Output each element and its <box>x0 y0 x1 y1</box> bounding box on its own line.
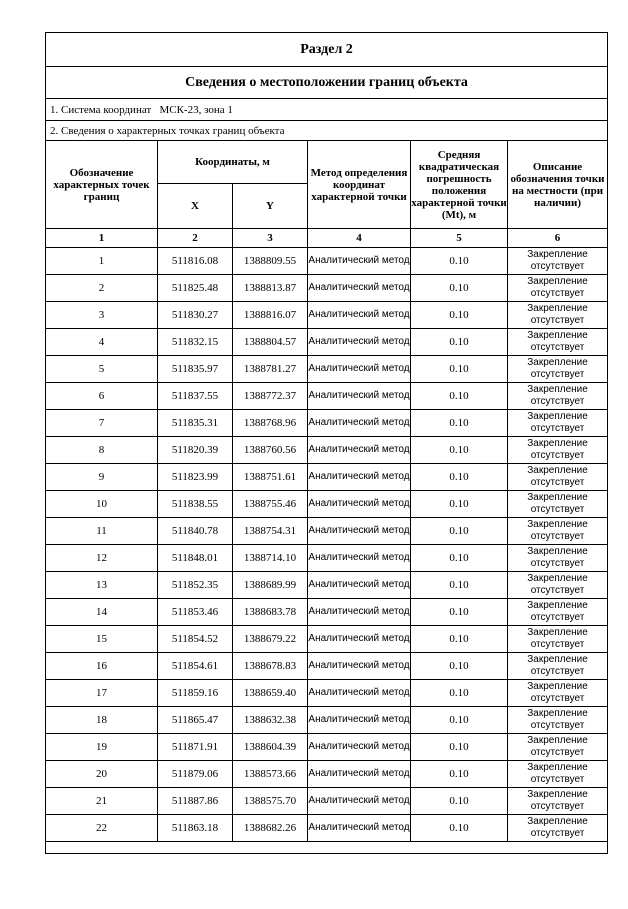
coord-x-cell: 511859.16 <box>158 680 233 707</box>
point-number-cell: 7 <box>46 410 158 437</box>
table-row <box>46 572 608 599</box>
method-cell: Аналитический метод <box>308 815 411 842</box>
method-cell: Аналитический метод <box>308 572 411 599</box>
coord-y-cell: 1388682.26 <box>233 815 308 842</box>
table-row <box>46 518 608 545</box>
description-cell: Закрепление отсутствует <box>508 734 608 761</box>
method-cell: Аналитический метод <box>308 437 411 464</box>
coord-x-cell: 511840.78 <box>158 518 233 545</box>
table-row <box>46 491 608 518</box>
method-cell: Аналитический метод <box>308 356 411 383</box>
point-number-cell: 19 <box>46 734 158 761</box>
mt-error-cell: 0.10 <box>411 572 508 599</box>
coord-x-cell: 511854.61 <box>158 653 233 680</box>
description-cell: Закрепление отсутствует <box>508 302 608 329</box>
coord-system-line: 1. Система координат МСК-23, зона 1 <box>46 99 608 121</box>
mt-error-cell: 0.10 <box>411 329 508 356</box>
boundary-table <box>45 32 608 854</box>
point-number-cell: 18 <box>46 707 158 734</box>
header-x: X <box>158 184 233 229</box>
method-cell: Аналитический метод <box>308 599 411 626</box>
coord-x-cell: 511871.91 <box>158 734 233 761</box>
method-cell: Аналитический метод <box>308 626 411 653</box>
description-cell: Закрепление отсутствует <box>508 437 608 464</box>
description-cell: Закрепление отсутствует <box>508 491 608 518</box>
mt-error-cell: 0.10 <box>411 653 508 680</box>
table-row <box>46 275 608 302</box>
method-cell: Аналитический метод <box>308 518 411 545</box>
point-number-cell: 20 <box>46 761 158 788</box>
coord-y-cell: 1388751.61 <box>233 464 308 491</box>
point-number-cell: 10 <box>46 491 158 518</box>
description-cell: Закрепление отсутствует <box>508 815 608 842</box>
mt-error-cell: 0.10 <box>411 518 508 545</box>
column-number: 4 <box>308 229 411 248</box>
column-number: 5 <box>411 229 508 248</box>
coord-y-cell: 1388813.87 <box>233 275 308 302</box>
point-number-cell: 22 <box>46 815 158 842</box>
coord-x-cell: 511863.18 <box>158 815 233 842</box>
mt-error-cell: 0.10 <box>411 464 508 491</box>
description-cell: Закрепление отсутствует <box>508 383 608 410</box>
coord-y-cell: 1388781.27 <box>233 356 308 383</box>
description-cell: Закрепление отсутствует <box>508 599 608 626</box>
table-row <box>46 680 608 707</box>
mt-error-cell: 0.10 <box>411 761 508 788</box>
table-row <box>46 815 608 842</box>
description-cell: Закрепление отсутствует <box>508 464 608 491</box>
column-number-row <box>46 229 608 248</box>
point-number-cell: 21 <box>46 788 158 815</box>
description-cell: Закрепление отсутствует <box>508 248 608 275</box>
point-number-cell: 14 <box>46 599 158 626</box>
point-number-cell: 12 <box>46 545 158 572</box>
coord-y-cell: 1388714.10 <box>233 545 308 572</box>
mt-error-cell: 0.10 <box>411 815 508 842</box>
column-number: 6 <box>508 229 608 248</box>
method-cell: Аналитический метод <box>308 248 411 275</box>
mt-error-cell: 0.10 <box>411 248 508 275</box>
mt-error-cell: 0.10 <box>411 437 508 464</box>
description-cell: Закрепление отсутствует <box>508 275 608 302</box>
mt-error-cell: 0.10 <box>411 275 508 302</box>
table-row <box>46 707 608 734</box>
coord-y-cell: 1388575.70 <box>233 788 308 815</box>
mt-error-cell: 0.10 <box>411 788 508 815</box>
method-cell: Аналитический метод <box>308 680 411 707</box>
description-cell: Закрепление отсутствует <box>508 761 608 788</box>
table-row <box>46 653 608 680</box>
point-number-cell: 17 <box>46 680 158 707</box>
description-cell: Закрепление отсутствует <box>508 626 608 653</box>
coord-x-cell: 511837.55 <box>158 383 233 410</box>
point-number-cell: 1 <box>46 248 158 275</box>
coord-x-cell: 511887.86 <box>158 788 233 815</box>
mt-error-cell: 0.10 <box>411 599 508 626</box>
mt-error-cell: 0.10 <box>411 410 508 437</box>
method-cell: Аналитический метод <box>308 329 411 356</box>
description-cell: Закрепление отсутствует <box>508 329 608 356</box>
method-cell: Аналитический метод <box>308 275 411 302</box>
coord-x-cell: 511823.99 <box>158 464 233 491</box>
coord-x-cell: 511853.46 <box>158 599 233 626</box>
points-info-line: 2. Сведения о характерных точках границ объекта <box>46 121 608 141</box>
coord-x-cell: 511835.31 <box>158 410 233 437</box>
column-number: 1 <box>46 229 158 248</box>
method-cell: Аналитический метод <box>308 545 411 572</box>
header-coords: Координаты, м <box>158 141 308 184</box>
table-row <box>46 761 608 788</box>
coord-x-cell: 511832.15 <box>158 329 233 356</box>
mt-error-cell: 0.10 <box>411 545 508 572</box>
point-number-cell: 8 <box>46 437 158 464</box>
mt-error-cell: 0.10 <box>411 680 508 707</box>
method-cell: Аналитический метод <box>308 464 411 491</box>
point-number-cell: 11 <box>46 518 158 545</box>
method-cell: Аналитический метод <box>308 788 411 815</box>
coord-y-cell: 1388683.78 <box>233 599 308 626</box>
description-cell: Закрепление отсутствует <box>508 707 608 734</box>
coord-y-cell: 1388604.39 <box>233 734 308 761</box>
point-number-cell: 6 <box>46 383 158 410</box>
coord-y-cell: 1388772.37 <box>233 383 308 410</box>
point-number-cell: 15 <box>46 626 158 653</box>
table-footer <box>46 842 608 854</box>
point-number-cell: 4 <box>46 329 158 356</box>
table-row <box>46 329 608 356</box>
method-cell: Аналитический метод <box>308 653 411 680</box>
mt-error-cell: 0.10 <box>411 707 508 734</box>
table-row <box>46 383 608 410</box>
table-row <box>46 302 608 329</box>
column-number: 2 <box>158 229 233 248</box>
coord-y-cell: 1388659.40 <box>233 680 308 707</box>
coord-y-cell: 1388679.22 <box>233 626 308 653</box>
description-cell: Закрепление отсутствует <box>508 653 608 680</box>
point-number-cell: 13 <box>46 572 158 599</box>
column-number: 3 <box>233 229 308 248</box>
point-number-cell: 9 <box>46 464 158 491</box>
document-page <box>45 32 607 854</box>
description-cell: Закрепление отсутствует <box>508 518 608 545</box>
description-cell: Закрепление отсутствует <box>508 788 608 815</box>
mt-error-cell: 0.10 <box>411 302 508 329</box>
coord-x-cell: 511848.01 <box>158 545 233 572</box>
header-y: Y <box>233 184 308 229</box>
method-cell: Аналитический метод <box>308 302 411 329</box>
method-cell: Аналитический метод <box>308 410 411 437</box>
coord-y-cell: 1388804.57 <box>233 329 308 356</box>
coord-y-cell: 1388754.31 <box>233 518 308 545</box>
coord-y-cell: 1388768.96 <box>233 410 308 437</box>
coord-x-cell: 511852.35 <box>158 572 233 599</box>
table-footer-row <box>46 842 608 854</box>
method-cell: Аналитический метод <box>308 491 411 518</box>
coord-y-cell: 1388755.46 <box>233 491 308 518</box>
header-method: Метод определения координат характерной точки <box>308 141 411 229</box>
coord-x-cell: 511816.08 <box>158 248 233 275</box>
description-cell: Закрепление отсутствует <box>508 356 608 383</box>
table-row <box>46 626 608 653</box>
method-cell: Аналитический метод <box>308 707 411 734</box>
coord-y-cell: 1388632.38 <box>233 707 308 734</box>
header-point: Обозначение характерных точек границ <box>46 141 158 229</box>
section-subtitle: Сведения о местоположении границ объекта <box>46 67 608 99</box>
point-number-cell: 2 <box>46 275 158 302</box>
table-row <box>46 410 608 437</box>
coord-x-cell: 511825.48 <box>158 275 233 302</box>
coord-y-cell: 1388816.07 <box>233 302 308 329</box>
mt-error-cell: 0.10 <box>411 491 508 518</box>
section-title: Раздел 2 <box>46 33 608 67</box>
method-cell: Аналитический метод <box>308 761 411 788</box>
coord-x-cell: 511838.55 <box>158 491 233 518</box>
table-row <box>46 248 608 275</box>
mt-error-cell: 0.10 <box>411 383 508 410</box>
coord-y-cell: 1388809.55 <box>233 248 308 275</box>
table-row <box>46 734 608 761</box>
coord-x-cell: 511879.06 <box>158 761 233 788</box>
coord-x-cell: 511835.97 <box>158 356 233 383</box>
coord-y-cell: 1388760.56 <box>233 437 308 464</box>
mt-error-cell: 0.10 <box>411 626 508 653</box>
coord-y-cell: 1388573.66 <box>233 761 308 788</box>
coord-x-cell: 511820.39 <box>158 437 233 464</box>
mt-error-cell: 0.10 <box>411 734 508 761</box>
coord-x-cell: 511865.47 <box>158 707 233 734</box>
table-row <box>46 599 608 626</box>
coord-y-cell: 1388689.99 <box>233 572 308 599</box>
header-error: Средняя квадратическая погрешность положения характерной точки (Mt), м <box>411 141 508 229</box>
method-cell: Аналитический метод <box>308 383 411 410</box>
coord-x-cell: 511830.27 <box>158 302 233 329</box>
coord-x-cell: 511854.52 <box>158 626 233 653</box>
method-cell: Аналитический метод <box>308 734 411 761</box>
coord-y-cell: 1388678.83 <box>233 653 308 680</box>
description-cell: Закрепление отсутствует <box>508 680 608 707</box>
point-number-cell: 5 <box>46 356 158 383</box>
description-cell: Закрепление отсутствует <box>508 572 608 599</box>
table-row <box>46 545 608 572</box>
table-row <box>46 437 608 464</box>
table-row <box>46 464 608 491</box>
description-cell: Закрепление отсутствует <box>508 545 608 572</box>
table-row <box>46 356 608 383</box>
mt-error-cell: 0.10 <box>411 356 508 383</box>
table-row <box>46 788 608 815</box>
point-number-cell: 3 <box>46 302 158 329</box>
point-number-cell: 16 <box>46 653 158 680</box>
description-cell: Закрепление отсутствует <box>508 410 608 437</box>
header-description: Описание обозначения точки на местности (при наличии) <box>508 141 608 229</box>
